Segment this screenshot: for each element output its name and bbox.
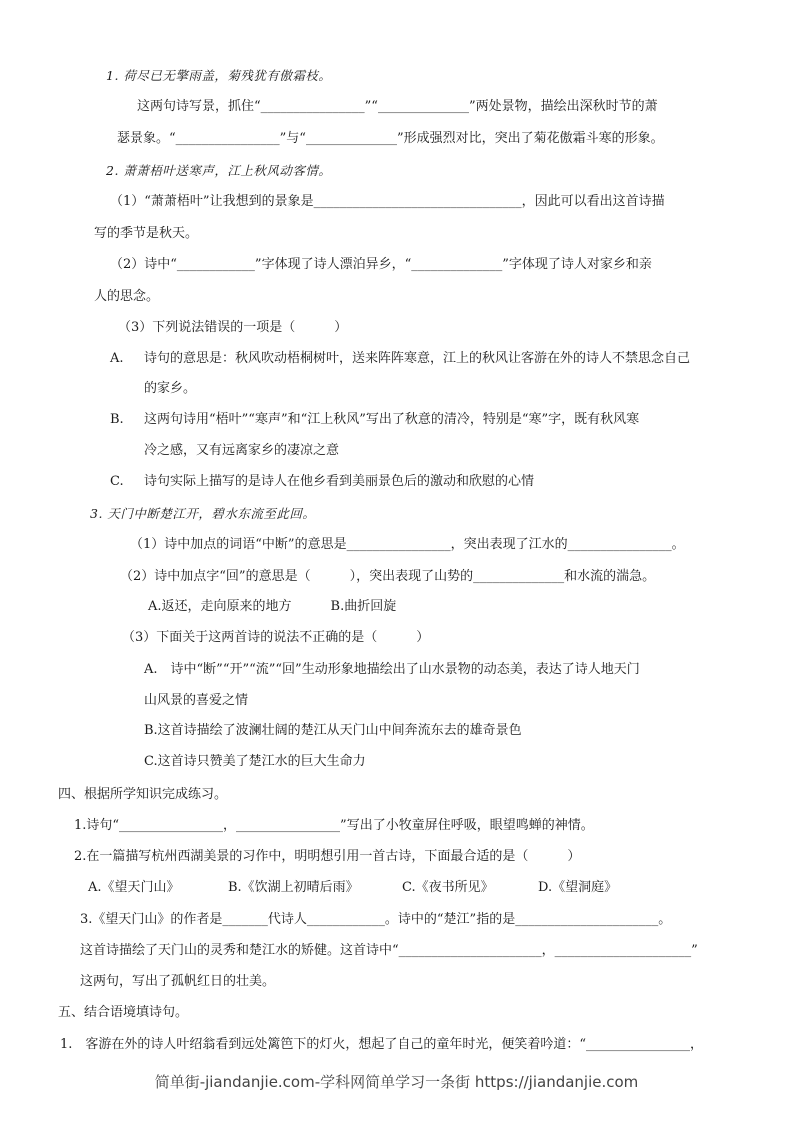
section4-heading: 四、根据所学知识完成练习。: [58, 787, 228, 802]
q2-part2-line1: （2）诗中“____________”字体现了诗人漂泊异乡，“______________”字体现了诗人对家乡和亲: [110, 257, 652, 272]
q2-optA-line1: 诗句的意思是：秋风吹动梧桐树叶，送来阵阵寒意，江上的秋风让客游在外的诗人不禁思念自己: [144, 351, 691, 366]
q2-optB-line1: 这两句诗用“梧叶”“寒声”和“江上秋风”写出了秋意的清冷，特别是“寒”字，既有秋风寒: [144, 412, 640, 427]
q3-part3: （3）下面关于这两首诗的说法不正确的是（ ）: [122, 630, 430, 645]
s4-q3-line2: 这首诗描绘了天门山的灵秀和楚江水的矫健。这首诗中“______________________，_____________________”: [80, 943, 698, 958]
section5-heading: 五、结合语境填诗句。: [58, 1005, 189, 1020]
q3-optA-line2: 山风景的喜爱之情: [144, 693, 249, 708]
s4-q3-line3: 这两句，写出了孤帆红日的壮美。: [80, 974, 276, 989]
q2-part1-line2: 写的季节是秋天。: [94, 226, 199, 241]
q1-line1: 这两句诗写景，抓住“________________”“______________”两处景物，描绘出深秋时节的萧: [137, 99, 658, 114]
q2-title: 2. 萧萧梧叶送寒声，江上秋风动客情。: [106, 163, 332, 178]
s4-q3-line1: 3.《望天门山》的作者是_______代诗人____________。诗中的“楚江”指的是______________________。: [80, 912, 672, 927]
s4-q2-option-c: C.《夜书所见》: [402, 880, 494, 895]
s4-q1: 1.诗句“________________，________________”写出了小牧童屏住呼吸，眼望鸣蝉的神情。: [74, 818, 594, 833]
q3-title: 3. 天门中断楚江开，碧水东流至此回。: [90, 506, 316, 521]
q1-title: 1. 荷尽已无擎雨盖，菊残犹有傲霜枝。: [106, 68, 332, 83]
q2-part1-line1: （1）“萧萧梧叶”让我想到的景象是________________________________，因此可以看出这首诗描: [110, 194, 665, 209]
q2-optA-line2: 的家乡。: [144, 381, 197, 396]
q2-part3: （3）下列说法错误的一项是（ ）: [118, 320, 348, 335]
q2-part2-line2: 人的思念。: [94, 289, 160, 304]
s4-q2-option-a: A.《望天门山》: [88, 880, 180, 895]
s4-q2-option-b: B.《饮湖上初晴后雨》: [228, 880, 359, 895]
q2-optC-label: C.: [110, 474, 124, 489]
s5-q1: 1. 客游在外的诗人叶绍翁看到远处篱笆下的灯火，想起了自己的童年时光，便笑着吟道：“________________，: [60, 1037, 704, 1052]
q2-optB-line2: 冷之感，又有远离家乡的凄凉之意: [144, 443, 340, 458]
q3-optA-line1: A. 诗中“断”“开”“流”“回”生动形象地描绘出了山水景物的动态美，表达了诗人地天门: [144, 662, 640, 677]
q3-optB: B.这首诗描绘了波澜壮阔的楚江从天门山中间奔流东去的雄奇景色: [144, 723, 522, 738]
s4-q2-option-d: D.《望洞庭》: [538, 880, 618, 895]
q3-optC: C.这首诗只赞美了楚江水的巨大生命力: [144, 754, 366, 769]
q3-part1: （1）诗中加点的词语“中断”的意思是________________，突出表现了江水的________________。: [130, 537, 685, 552]
footer-watermark: 简单街-jiandanjie.com-学科网简单学习一条街 https://jiandanjie.com: [154, 1073, 639, 1091]
q2-optC-line1: 诗句实际上描写的是诗人在他乡看到美丽景色后的激动和欣慰的心情: [144, 474, 535, 489]
q3-part2-options: A.返还，走向原来的地方 B.曲折回旋: [148, 599, 397, 614]
q1-line2: 瑟景象。“________________”与“______________”形成强烈对比，突出了菊花傲霜斗寒的形象。: [117, 131, 664, 146]
q2-optA-label: A.: [110, 351, 124, 366]
q2-optB-label: B.: [110, 412, 124, 427]
q3-part2: （2）诗中加点字“回”的意思是（ ），突出表现了山势的______________和水流的湍急。: [120, 569, 656, 584]
s4-q2: 2.在一篇描写杭州西湖美景的习作中，明明想引用一首古诗，下面最合适的是（ ）: [74, 849, 581, 864]
